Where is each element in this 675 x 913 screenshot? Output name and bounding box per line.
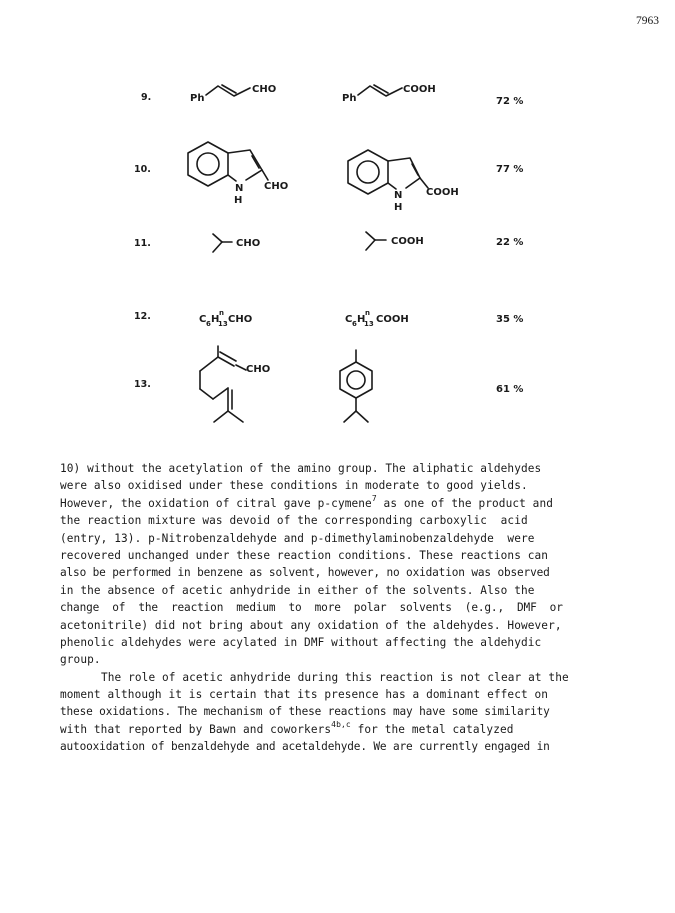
body-line-4: the reaction mixture was devoid of the corresponding carboxylic acid: [60, 514, 528, 528]
entry-11-number: 11.: [134, 238, 151, 249]
body-line-8: in the absence of acetic anhydride in either of the solvents. Also the: [60, 583, 535, 597]
entry-11-reactant-group: CHO: [236, 238, 261, 249]
entry-10-yield: 77 %: [496, 164, 524, 175]
entry-13-number: 13.: [134, 379, 151, 390]
body-line-11: phenolic aldehydes were acylated in DMF without affecting the aldehydic: [60, 635, 542, 649]
entry-13-yield: 61 %: [496, 384, 524, 395]
entry-12-product-c: C: [345, 314, 353, 325]
entry-12-reactant-c-sub: 6: [206, 320, 211, 328]
entry-12-product-c-sub: 6: [352, 320, 357, 328]
body-line-1: 10) without the acetylation of the amino group. The aliphatic aldehydes: [60, 462, 542, 475]
entry-12-product-h-sup: n: [365, 309, 370, 317]
entry-13-reactant-group: CHO: [246, 364, 271, 375]
entry-11-reactant: [213, 234, 260, 252]
entry-9-reactant: [190, 84, 276, 104]
citation-4bc: 4b,c: [331, 720, 351, 730]
entry-11-product: [366, 232, 424, 250]
body-line-3-a: However, the oxidation of citral gave p-cymene: [60, 496, 372, 510]
entry-12-product-h-sub: 13: [364, 320, 374, 328]
body-line-14: moment although it is certain that its presence has a dominant effect on: [60, 688, 549, 702]
entry-10-product-h: H: [394, 202, 403, 213]
entry-12-reactant-h-sup: n: [219, 309, 224, 317]
body-line-5: (entry, 13). p-Nitrobenzaldehyde and p-dimethylaminobenzaldehyde were: [60, 531, 535, 545]
body-line-6: recovered unchanged under these reaction conditions. These reactions can: [60, 548, 549, 562]
body-line-12: group.: [60, 653, 101, 667]
entry-10-product: [348, 150, 459, 213]
citation-7: 7: [371, 494, 377, 504]
entry-10-number: 10.: [134, 164, 151, 175]
entry-13-product: [340, 350, 372, 422]
entry-9-product: [342, 84, 436, 104]
body-line-17: autooxidation of benzaldehyde and acetaldehyde. We are currently engaged in: [60, 740, 550, 754]
entry-9-number: 9.: [141, 92, 152, 103]
body-line-9: change of the reaction medium to more polar solvents (e.g., DMF or: [60, 601, 563, 615]
entry-9-yield: 72 %: [496, 96, 524, 107]
entry-10-reactant-h: H: [234, 195, 243, 206]
body-line-2: were also oxidised under these conditions in moderate to good yields.: [60, 479, 528, 493]
reaction-scheme: [0, 0, 675, 440]
entry-12-reactant: [199, 309, 252, 328]
entry-11-yield: 22 %: [496, 237, 524, 248]
body-line-3: [60, 495, 620, 512]
entry-9-reactant-ph: Ph: [190, 93, 205, 104]
body-line-15: these oxidations. The mechanism of these reactions may have some similarity: [60, 705, 550, 719]
entry-12-reactant-c: C: [199, 314, 207, 325]
entry-12-reactant-h: H: [211, 314, 220, 325]
body-line-16-b: for the metal catalyzed: [350, 722, 514, 736]
entry-10-product-group: COOH: [426, 187, 459, 198]
entry-11-product-group: COOH: [391, 236, 424, 247]
body-line-7: also be performed in benzene as solvent, however, no oxidation was observed: [60, 566, 550, 580]
entry-12-reactant-group: CHO: [228, 314, 253, 325]
entry-12-product-group: COOH: [376, 314, 409, 325]
entry-12-number: 12.: [134, 311, 151, 322]
entry-10-reactant: [188, 142, 288, 206]
page-number: 7963: [636, 15, 659, 27]
body-line-3-b: as one of the product and: [376, 496, 554, 510]
entry-9-reactant-group: CHO: [252, 84, 277, 95]
entry-12-product-h: H: [357, 314, 366, 325]
body-line-10: acetonitrile) did not bring about any oxidation of the aldehydes. However,: [60, 618, 562, 632]
body-text: [60, 460, 620, 756]
entry-10-product-n: N: [394, 190, 403, 201]
body-line-16-a: with that reported by Bawn and coworkers: [60, 722, 332, 736]
body-line-16: [60, 721, 620, 738]
entry-12-product: [345, 309, 409, 328]
entry-9-product-group: COOH: [403, 84, 436, 95]
entry-12-reactant-h-sub: 13: [218, 320, 228, 328]
entry-12-yield: 35 %: [496, 314, 524, 325]
entry-13-reactant: [200, 346, 270, 422]
entry-10-reactant-group: CHO: [264, 181, 289, 192]
entry-10-reactant-n: N: [235, 183, 244, 194]
body-line-13: The role of acetic anhydride during this reaction is not clear at the: [101, 670, 569, 684]
entry-9-product-ph: Ph: [342, 93, 357, 104]
